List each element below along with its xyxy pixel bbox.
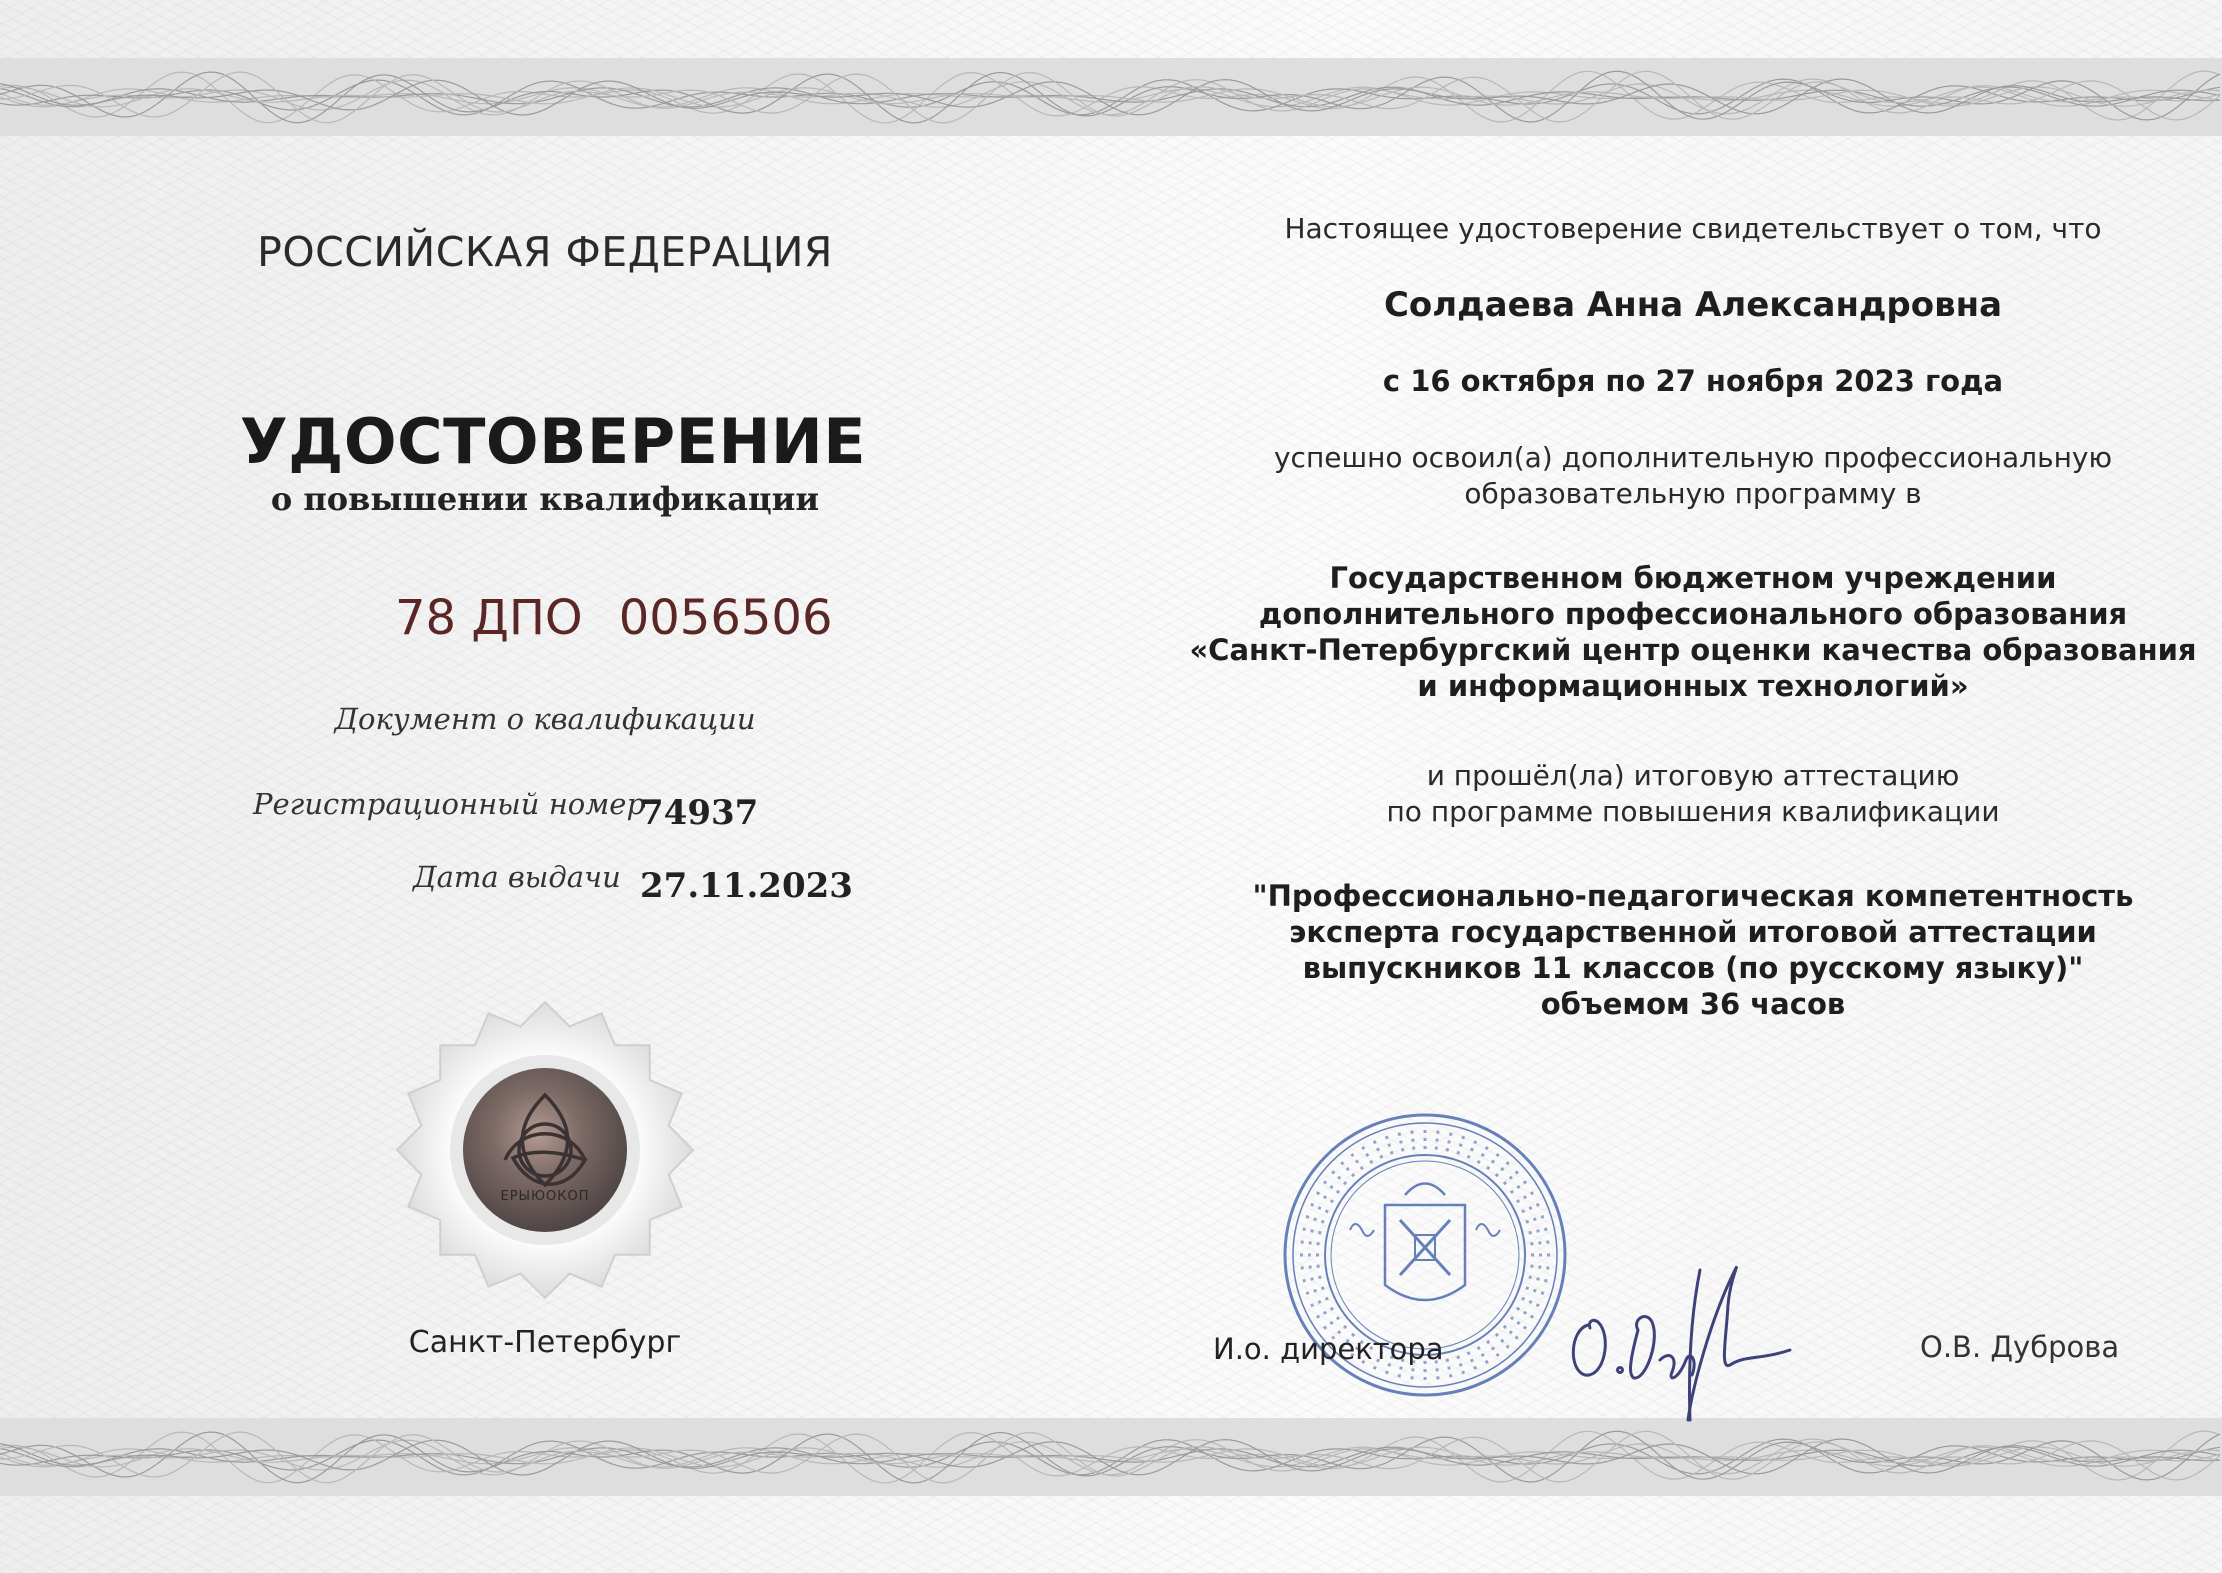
issue-date-label: Дата выдачи [413, 860, 621, 894]
program-line-4: объемом 36 часов [1540, 987, 1846, 1021]
org-line-4: и информационных технологий» [1417, 669, 1969, 703]
issue-city: Санкт-Петербург [408, 1325, 682, 1360]
document-label: Документ о квалификации [334, 702, 756, 736]
serial-prefix: 78 ДПО [395, 590, 583, 646]
org-line-2: дополнительного профессионального образования [1258, 597, 2128, 631]
holder-name: Солдаева Анна Александровна [1383, 285, 2003, 325]
attestation-line-1: и прошёл(ла) итоговую аттестацию [1426, 759, 1960, 792]
program-line-2: эксперта государственной итоговой аттестации [1289, 915, 2097, 949]
director-title: И.о. директора [1213, 1332, 1444, 1366]
document-title: УДОСТОВЕРЕНИЕ [239, 405, 867, 478]
bottom-guilloche-band [0, 1418, 2222, 1496]
mastered-statement [1274, 440, 2112, 512]
program-line-1: "Профессионально-педагогическая компетентность [1252, 879, 2134, 913]
director-name: О.В. Дуброва [1920, 1330, 2120, 1364]
serial-number [395, 590, 833, 646]
issue-date: 27.11.2023 [640, 866, 853, 906]
document-subtitle: о повышении квалификации [270, 480, 820, 518]
mastered-line-1: успешно освоил(а) дополнительную профессиональную [1273, 441, 2113, 474]
attestation-statement [1386, 758, 1999, 830]
director-signature [1560, 1210, 1810, 1430]
serial-digits: 0056506 [618, 590, 833, 646]
mastered-line-2: образовательную программу в [1464, 477, 1922, 510]
hologram-label: ЕРЫЮОКОП [500, 1189, 590, 1204]
top-guilloche-band [0, 58, 2222, 136]
hologram-seal [395, 1000, 695, 1300]
org-line-3: «Санкт-Петербургский центр оценки качества образования [1189, 633, 2197, 667]
registration-number: 74937 [640, 793, 759, 833]
organization-name [1189, 560, 2196, 704]
country-name: РОССИЙСКАЯ ФЕДЕРАЦИЯ [257, 228, 833, 276]
training-period: с 16 октября по 27 ноября 2023 года [1382, 364, 2004, 398]
org-line-1: Государственном бюджетном учреждении [1329, 561, 2057, 595]
certificate-intro: Настоящее удостоверение свидетельствует о том, что [1284, 212, 2102, 245]
program-title [1253, 878, 2134, 1022]
registration-label: Регистрационный номер [253, 787, 646, 821]
attestation-line-2: по программе повышения квалификации [1386, 795, 2000, 828]
program-line-3: выпускников 11 классов (по русскому языку)" [1302, 951, 2084, 985]
